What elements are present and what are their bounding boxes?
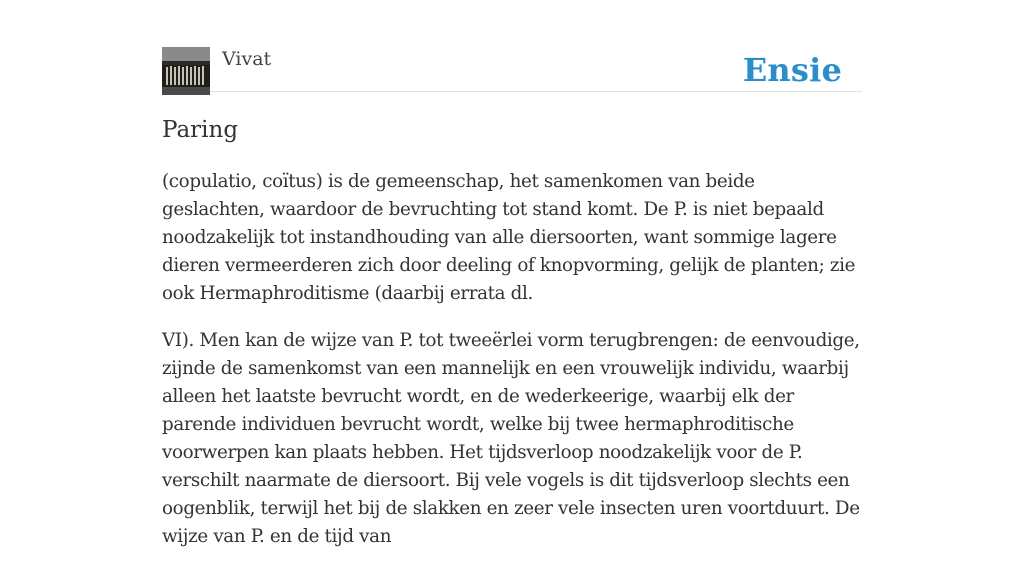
author-name[interactable]: Vivat — [222, 48, 272, 70]
article-body — [162, 168, 862, 570]
page — [162, 0, 862, 547]
avatar[interactable] — [162, 47, 210, 95]
article-paragraph: (copulatio, coïtus) is de gemeenschap, het samenkomen van beide geslachten, waardoor de bevruchting tot stand komt. De P. is niet bepaald noodzakelijk tot instandhouding van alle diersoorten, want sommige lagere dieren vermeerderen zich door deeling of knopvorming, gelijk de planten; zie ook Hermaphroditisme (daarbij errata dl. — [162, 171, 856, 304]
article-paragraph: VI). Men kan de wijze van P. tot tweeërlei vorm terugbrengen: de eenvoudige, zijnde de samenkomst van een mannelijk en een vrouwelijk individu, waarbij alleen het laatste bevrucht wordt, en de wederkeerige, waarbij elk der parende individuen bevrucht wordt, welke bij twee hermaphroditische voorwerpen kan plaats hebben. Het tijdsverloop noodzakelijk voor de P. verschilt naarmate de diersoort. Bij vele vogels is dit tijdsverloop slechts een oogenblik, terwijl het bij de slakken en zeer vele insecten uren voortduurt. De wijze van P. en de tijd van — [162, 330, 860, 547]
header — [162, 0, 862, 92]
page-title: Paring — [162, 117, 239, 143]
brand-logo[interactable]: Ensie — [742, 51, 842, 89]
avatar-books-image — [162, 47, 210, 95]
